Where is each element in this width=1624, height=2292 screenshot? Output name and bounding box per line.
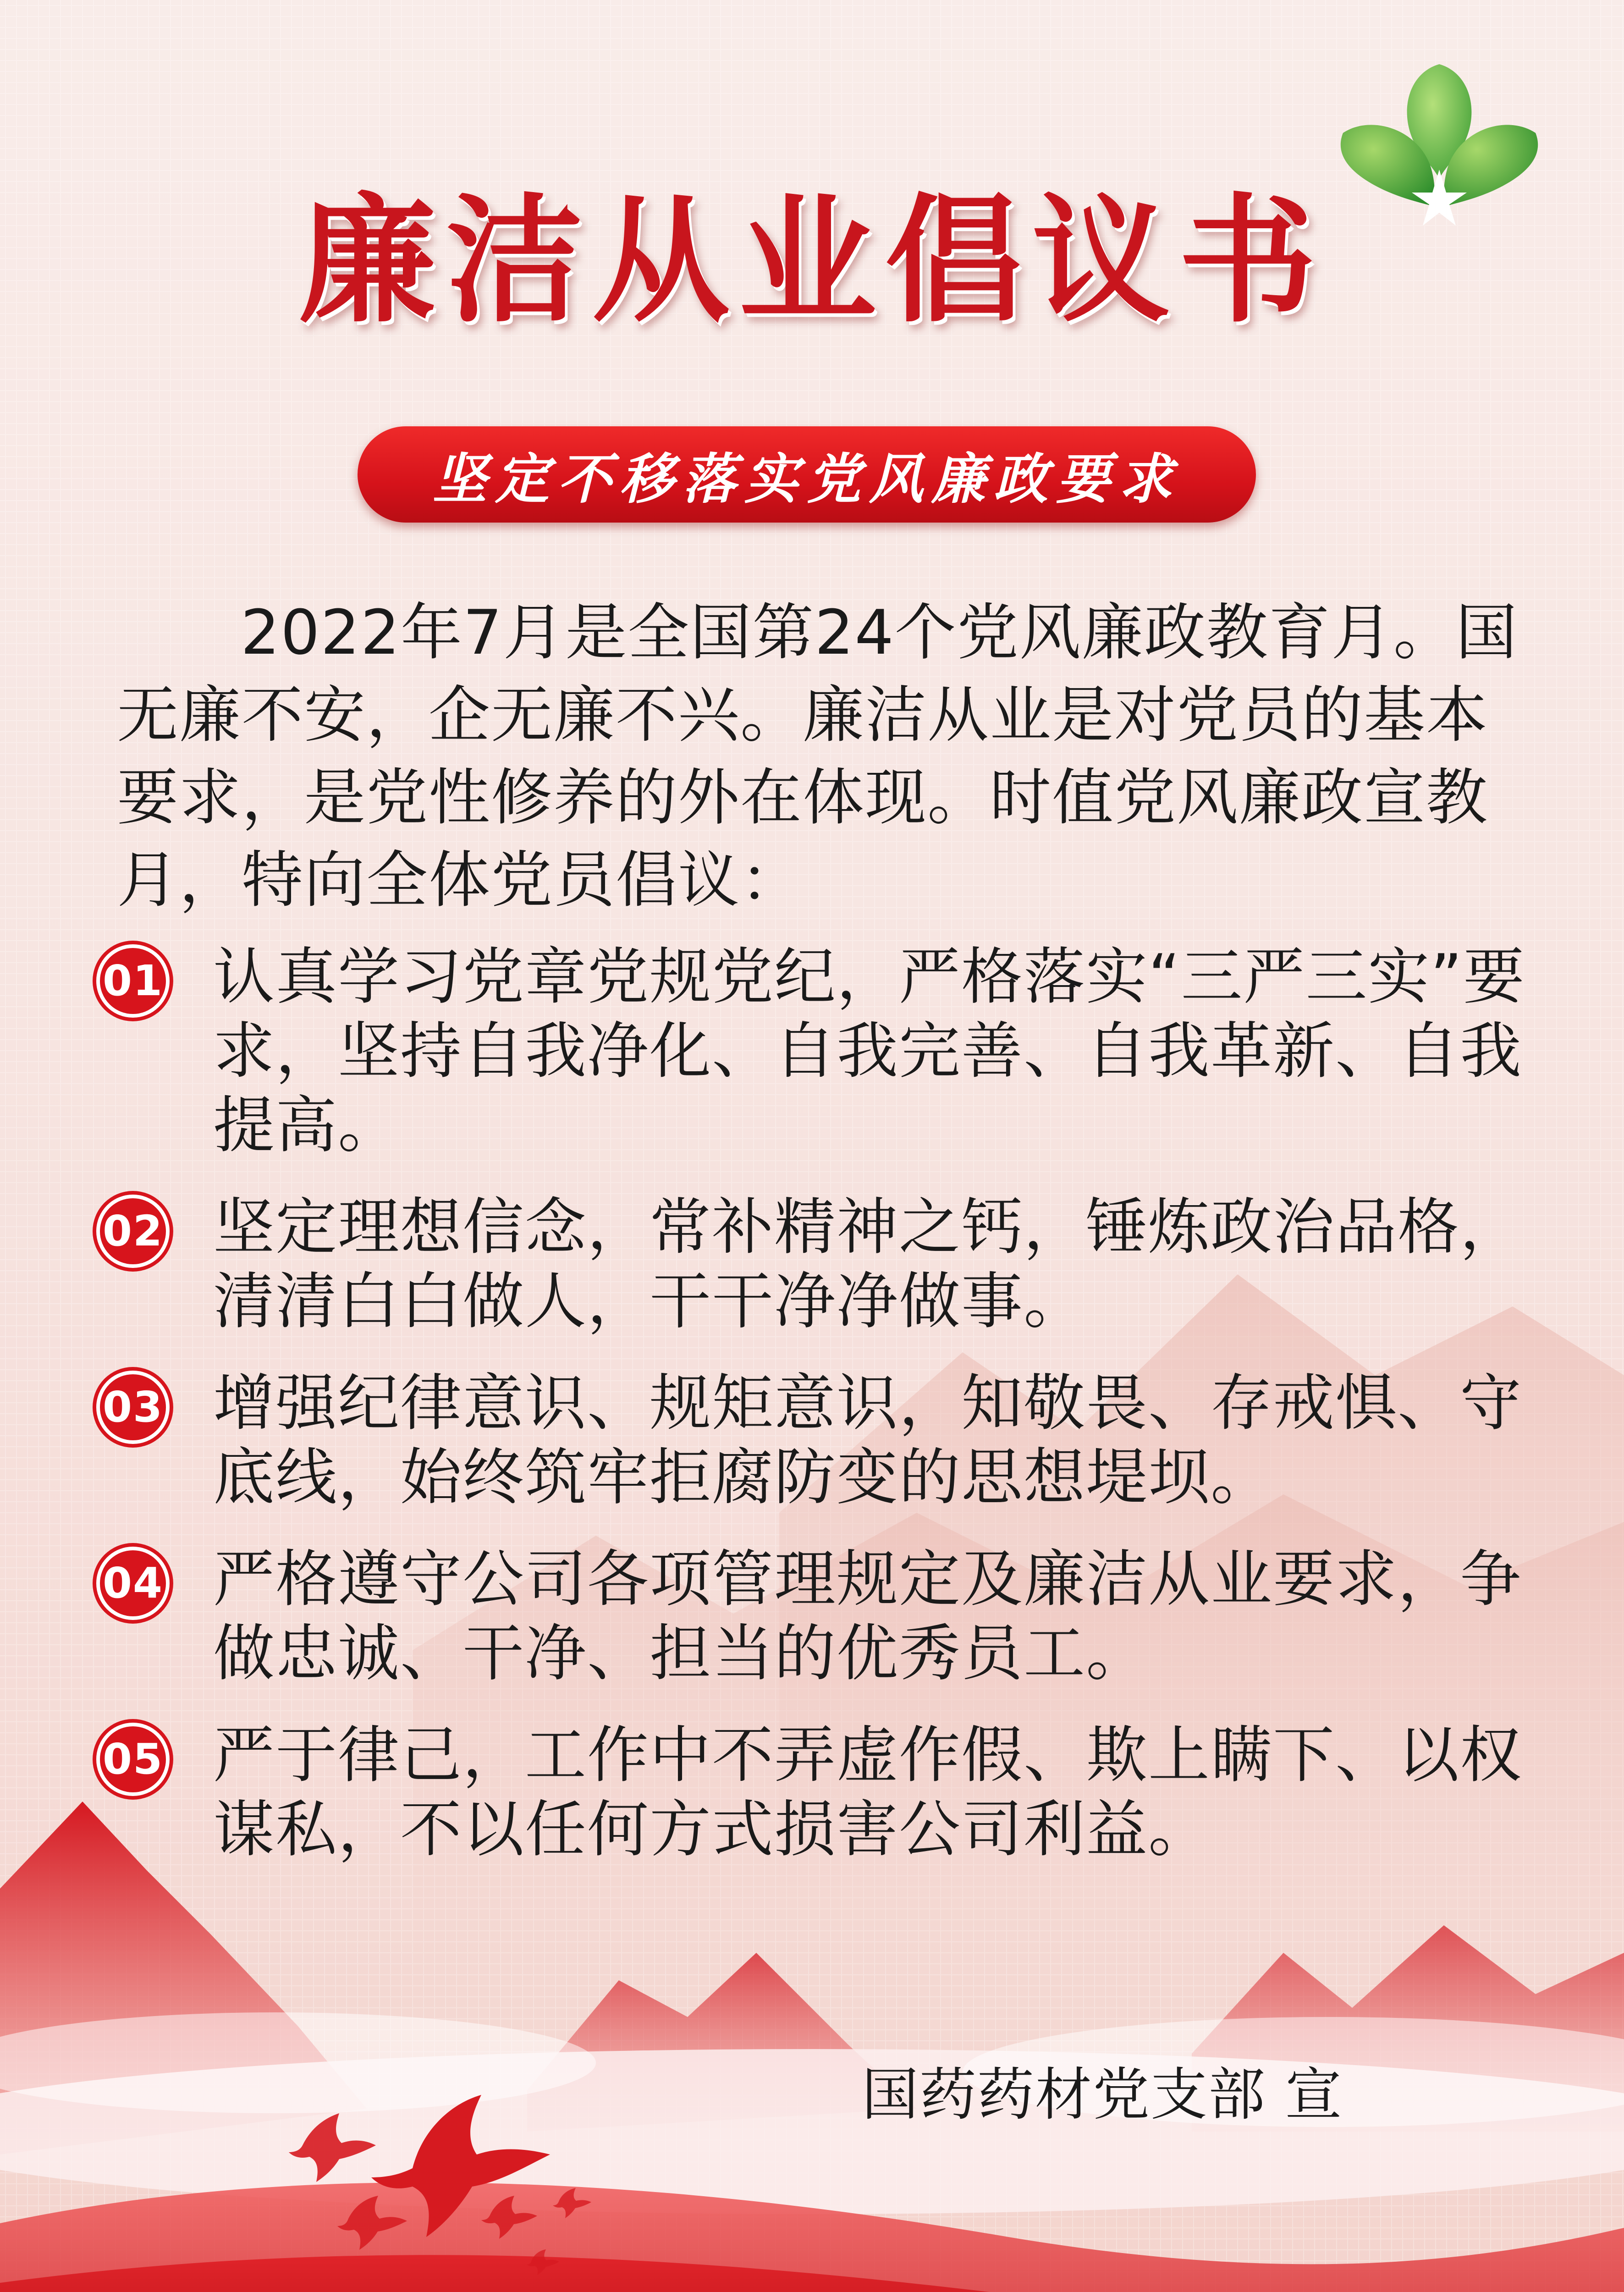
item-text: 认真学习党章党规党纪，严格落实“三严三实”要求，坚持自我净化、自我完善、自我革新、自我提高。: [213, 941, 1525, 1161]
item-number-badge: 02: [96, 1195, 170, 1268]
intro-paragraph: 2022年7月是全国第24个党风廉政教育月。国无廉不安，企无廉不兴。廉洁从业是对党员的基本要求，是党性修养的外在体现。时值党风廉政宣教月，特向全体党员倡议：: [117, 597, 1518, 916]
page-title: 廉洁从业倡议书: [298, 181, 1326, 341]
item-number-badge: 01: [96, 944, 170, 1018]
item-number-badge: 03: [96, 1371, 170, 1444]
item-text: 增强纪律意识、规矩意识，知敬畏、存戒惧、守底线，始终筑牢拒腐防变的思想堤坝。: [213, 1367, 1523, 1513]
item-number-badge: 04: [96, 1547, 170, 1620]
item-text: 严于律己，工作中不弄虚作假、欺上瞒下、以权谋私，不以任何方式损害公司利益。: [213, 1719, 1523, 1865]
item-text: 坚定理想信念，常补精神之钙，锤炼政治品格，清清白白做人，干干净净做事。: [213, 1191, 1523, 1337]
doves-icon: [275, 2063, 633, 2292]
list-item: [96, 1718, 1549, 1867]
proposal-list: [96, 940, 1549, 1894]
signature: 国药药材党支部 宣: [862, 2062, 1343, 2128]
subtitle-banner: [358, 426, 1256, 523]
list-item: [96, 1542, 1549, 1691]
item-text: 严格遵守公司各项管理规定及廉洁从业要求，争做忠诚、干净、担当的优秀员工。: [213, 1543, 1523, 1689]
list-item: [96, 1366, 1549, 1515]
list-item: [96, 940, 1549, 1163]
subtitle-text: 坚定不移落实党风廉政要求: [432, 447, 1181, 511]
list-item: [96, 1190, 1549, 1339]
item-number-badge: 05: [96, 1723, 170, 1796]
